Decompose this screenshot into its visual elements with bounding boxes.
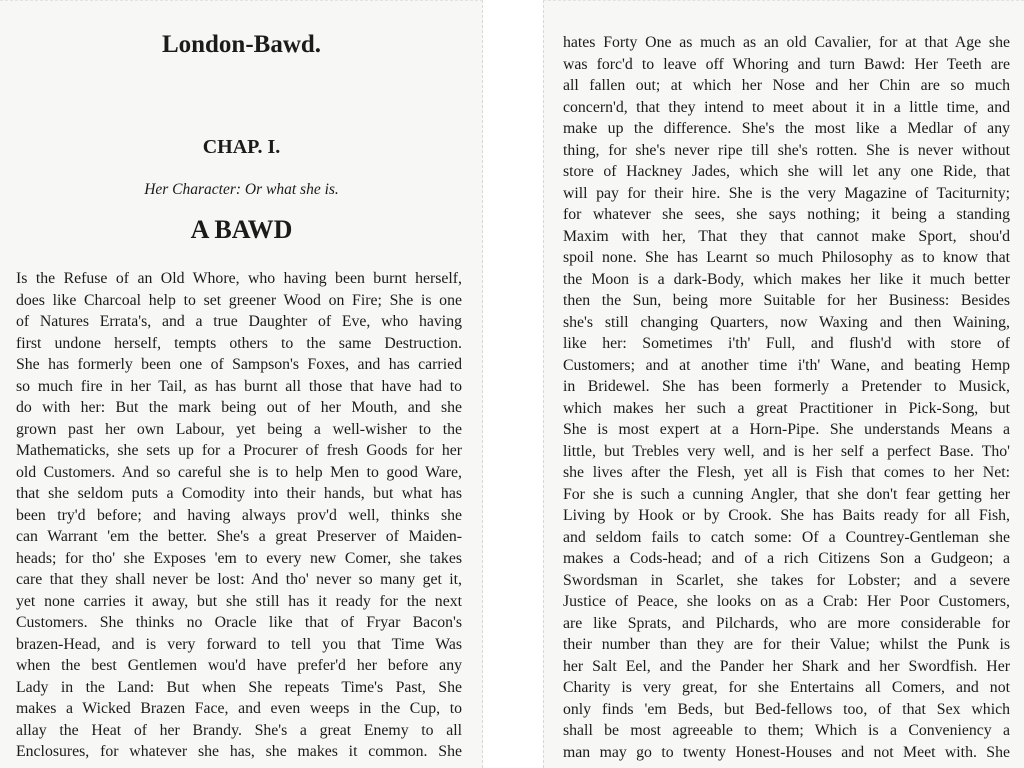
text-line: man may go to twenty Honest-Houses and not Meet with. She bbox=[563, 743, 1010, 761]
text-line: and seldom fails to catch some: Of a Countrey-Gentleman she bbox=[563, 528, 1010, 546]
book-title: London-Bawd. bbox=[161, 31, 322, 58]
text-line: does like Charcoal help to set greener Wood on Fire; She is one bbox=[16, 291, 462, 309]
text-line: shall be most agreeable to them; Which is a Conveniency a bbox=[563, 722, 1010, 739]
text-line: hates Forty One as much as an old Cavalier, for at that Age she bbox=[563, 34, 1010, 51]
text-line: when the best Gentlemen wou'd have prefer'd her before any bbox=[16, 657, 462, 674]
text-line: which makes her such a great Practitioner in Pick-Song, but bbox=[563, 399, 1010, 417]
text-line: been try'd before; and having always prov'd well, thinks she bbox=[16, 506, 462, 524]
text-line: Lady in the Land: But when She repeats Time's Past, She bbox=[16, 678, 462, 696]
text-line: she lives after the Flesh, yet all is Fish that comes to her Net: bbox=[563, 464, 1010, 481]
text-line: so much fire in her Tail, as has burnt all those that have had to bbox=[16, 377, 462, 395]
text-line: then the Sun, being more Suitable for her Business: Besides bbox=[563, 292, 1010, 309]
text-line: Charity is very great, for she Entertains all Comers, and not bbox=[563, 679, 1010, 696]
text-line: She is most expert at a Horn-Pipe. She understands Means a bbox=[563, 421, 1010, 438]
text-line: do with her: But the mark being out of her Mouth, and she bbox=[16, 399, 462, 416]
text-line: grown past her own Labour, yet being a well-wisher to the bbox=[16, 420, 462, 438]
text-line: Customers; and at another time i'th' Wane, and beating Hemp bbox=[563, 356, 1010, 374]
text-line: Living by Hook or by Crook. She has Baits ready for all Fish, bbox=[563, 507, 1010, 524]
text-line: Maxim with her, That they that cannot make Sport, shou'd bbox=[563, 227, 1010, 245]
text-line: like her: Sometimes i'th' Full, and flush'd with store of bbox=[563, 335, 1010, 352]
left-body-text bbox=[16, 268, 462, 763]
text-line: Mathematicks, she sets up for a Procurer of fresh Goods for her bbox=[16, 442, 462, 459]
text-line: old Customers. And so careful she is to help Men to good Ware, bbox=[16, 463, 462, 481]
text-line: Swordsman in Scarlet, she takes for Lobster; and a severe bbox=[563, 571, 1010, 589]
left-page[interactable] bbox=[0, 0, 483, 768]
text-line: Is the Refuse of an Old Whore, who having been burnt herself, bbox=[16, 270, 462, 287]
text-line: only finds 'em Beds, but Bed-fellows too, of that Sex which bbox=[563, 700, 1010, 718]
text-line: heads; for tho' she Exposes 'em to every new Comer, she takes bbox=[16, 549, 462, 567]
chapter-heading: CHAP. I. bbox=[202, 136, 281, 158]
chapter-subtitle: Her Character: Or what she is. bbox=[144, 181, 339, 198]
text-line: of Natures Errata's, and a true Daughter of Eve, who having bbox=[16, 313, 462, 330]
text-line: she's still changing Quarters, now Waxing and then Waining, bbox=[563, 313, 1010, 331]
text-line: thing, for she's never ripe till she's rotten. She is never without bbox=[563, 141, 1010, 159]
text-line: concern'd, that they intend to meet about it in a little time, and bbox=[563, 98, 1010, 116]
text-line: little, but Trebles very well, and is her self a perfect Base. Tho' bbox=[563, 442, 1010, 460]
text-line: her Salt Eel, and the Pander her Shark and her Swordfish. Her bbox=[563, 657, 1010, 675]
text-line: in Bridewel. She has been formerly a Pretender to Musick, bbox=[563, 378, 1010, 395]
text-line: care that they shall never be lost: And tho' never so many get it, bbox=[16, 571, 462, 588]
text-line: Customers. She thinks no Oracle like that of Fryar Bacon's bbox=[16, 614, 462, 631]
text-line: yet none carries it away, but she still has it ready for the next bbox=[16, 592, 462, 610]
text-line: the Moon is a dark-Body, which makes her like it much better bbox=[563, 270, 1010, 288]
text-line: can Warrant 'em the better. She's a great Preserver of Maiden- bbox=[16, 528, 462, 545]
text-line: first undone herself, tempts others to the same Destruction. bbox=[16, 334, 462, 352]
text-line: For she is such a cunning Angler, that she don't fear getting her bbox=[563, 485, 1010, 503]
text-line: brazen-Head, and is very forward to tell you that Time Was bbox=[16, 635, 462, 653]
text-line: that she seldom puts a Comodity into their hands, but what has bbox=[16, 485, 462, 502]
section-heading: A BAWD bbox=[190, 215, 293, 244]
text-line: allay the Heat of her Brandy. She's a great Enemy to all bbox=[16, 721, 462, 739]
text-line: makes a Wicked Brazen Face, and even weeps in the Cup, to bbox=[16, 700, 462, 717]
text-line: Justice of Peace, she looks on as a Crab: Her Poor Customers, bbox=[563, 593, 1010, 610]
text-line: She has formerly been one of Sampson's Foxes, and has carried bbox=[16, 356, 462, 373]
text-line: Enclosures, for whatever she has, she makes it common. She bbox=[16, 743, 462, 760]
text-line: store of Hackney Jades, which she will let any one Ride, that bbox=[563, 163, 1010, 180]
text-line: makes a Cods-head; and of a rich Citizens Son a Gudgeon; a bbox=[563, 550, 1010, 567]
text-line: are like Sprats, and Pilchards, who are more considerable for bbox=[563, 614, 1010, 632]
text-line: for whatever she sees, she says nothing; it being a standing bbox=[563, 206, 1010, 223]
page-gutter bbox=[483, 0, 543, 768]
text-line: make up the difference. She's the most like a Medlar of any bbox=[563, 120, 1010, 137]
right-page[interactable] bbox=[543, 0, 1024, 768]
text-line: all fallen out; at which her Nose and her Chin are so much bbox=[563, 77, 1010, 94]
text-line: spoil none. She has Learnt so much Philosophy as to know that bbox=[563, 249, 1010, 266]
text-line: will pay for their hire. She is the very Magazine of Taciturnity; bbox=[563, 184, 1010, 202]
text-line: was forc'd to leave off Whoring and turn Bawd: Her Teeth are bbox=[563, 55, 1010, 73]
right-body-text bbox=[563, 32, 1010, 763]
text-line: their number than they are for their Value; whilst the Punk is bbox=[563, 636, 1010, 653]
